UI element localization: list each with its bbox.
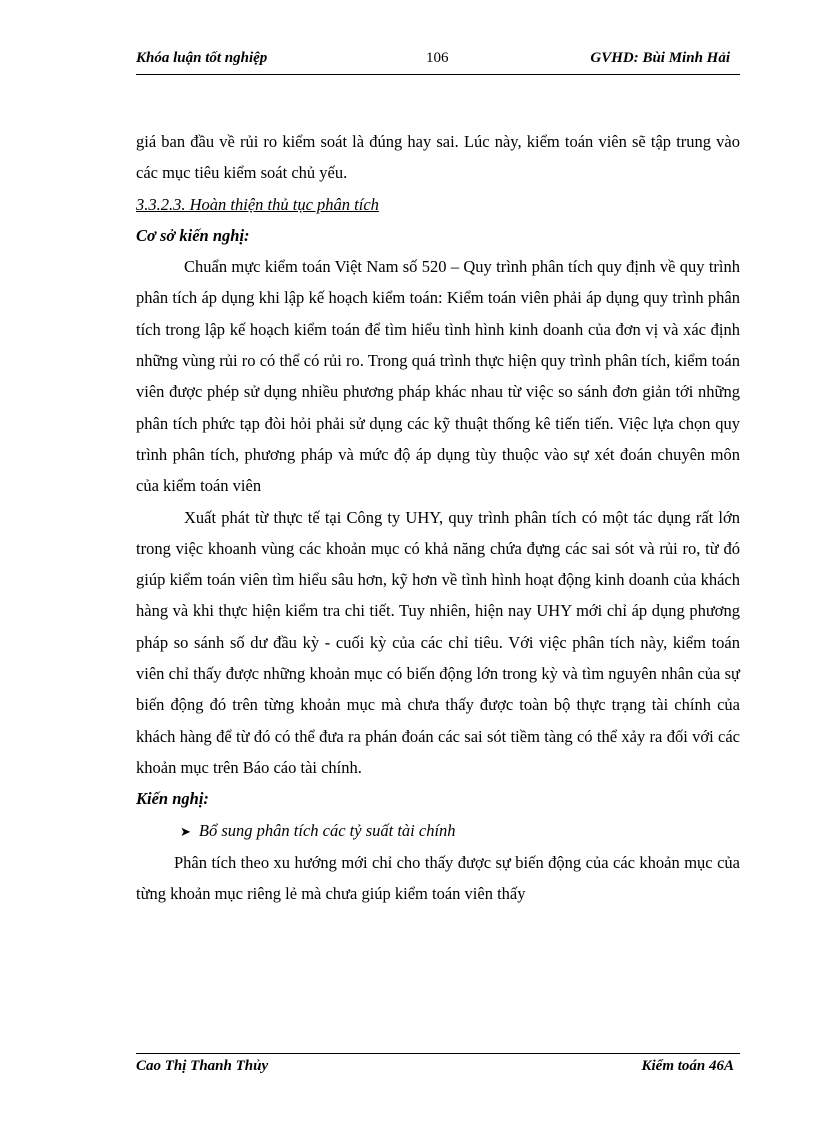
recommendation-label: Kiến nghị: xyxy=(136,789,209,809)
paragraph-practice: Xuất phát từ thực tế tại Công ty UHY, quy trình phân tích có một tác dụng rất lớn trong việc khoanh vùng các khoản mục có khả năng chứa đựng các sai sót và rủi ro, từ đó giúp kiểm toán viên tìm hiểu sâu hơn, kỹ hơn về tình hình hoạt động kinh doanh của khách hàng và khi thực hiện kiểm tra chi tiết. Tuy nhiên, hiện nay UHY mới chỉ áp dụng phương pháp so sánh số dư đầu kỳ - cuối kỳ của các chỉ tiêu. Với việc phân tích này, kiểm toán viên chỉ thấy được những khoản mục có biến động lớn trong kỳ và tìm nguyên nhân của sự biến động đó trên từng khoản mục mà chưa thấy được toàn bộ thực trạng tài chính của khách hàng để từ đó có thể đưa ra phán đoán các sai sót tiềm tàng có thể xảy ra đối với các khoản mục trên Báo cáo tài chính. xyxy=(136,507,740,777)
header-thesis-title: Khóa luận tốt nghiệp xyxy=(136,50,268,66)
page-number: 106 xyxy=(426,50,449,66)
bullet-item xyxy=(136,815,740,847)
page-body xyxy=(136,126,740,909)
bullet-text: Bổ sung phân tích các tỷ suất tài chính xyxy=(198,820,456,840)
paragraph-continued: giá ban đầu về rủi ro kiểm soát là đúng hay sai. Lúc này, kiểm toán viên sẽ tập trung vào các mục tiêu kiểm soát chủ yếu. xyxy=(136,132,740,183)
basis-label: Cơ sở kiến nghị: xyxy=(136,225,250,245)
header-advisor: GVHD: Bùi Minh Hải xyxy=(590,50,730,66)
page-footer xyxy=(136,1053,740,1074)
footer-author: Cao Thị Thanh Thủy xyxy=(136,1058,269,1074)
section-heading: 3.3.2.3. Hoàn thiện thủ tục phân tích xyxy=(136,194,379,214)
paragraph-trend: Phân tích theo xu hướng mới chỉ cho thấy được sự biến động của các khoản mục của từng khoản mục riêng lẻ mà chưa giúp kiểm toán viên thấy xyxy=(136,852,740,904)
paragraph-standard: Chuẩn mực kiểm toán Việt Nam số 520 – Quy trình phân tích quy định về quy trình phân tích áp dụng khi lập kế hoạch kiểm toán: Kiểm toán viên phải áp dụng quy trình phân tích trong lập kế hoạch kiểm toán để tìm hiểu tình hình kinh doanh của đơn vị và xác định những vùng rủi ro có thể có rủi ro. Trong quá trình thực hiện quy trình phân tích, kiểm toán viên được phép sử dụng nhiều phương pháp khác nhau từ việc so sánh đơn giản tới những phân tích phức tạp đòi hỏi phải sử dụng các kỹ thuật thống kê tiến tiến. Việc lựa chọn quy trình phân tích, phương pháp và mức độ áp dụng tùy thuộc vào sự xét đoán chuyên môn của kiểm toán viên xyxy=(136,257,740,496)
arrow-bullet-icon: ➤ xyxy=(180,823,191,839)
footer-class: Kiểm toán 46A xyxy=(641,1058,734,1074)
page-header xyxy=(136,44,740,75)
